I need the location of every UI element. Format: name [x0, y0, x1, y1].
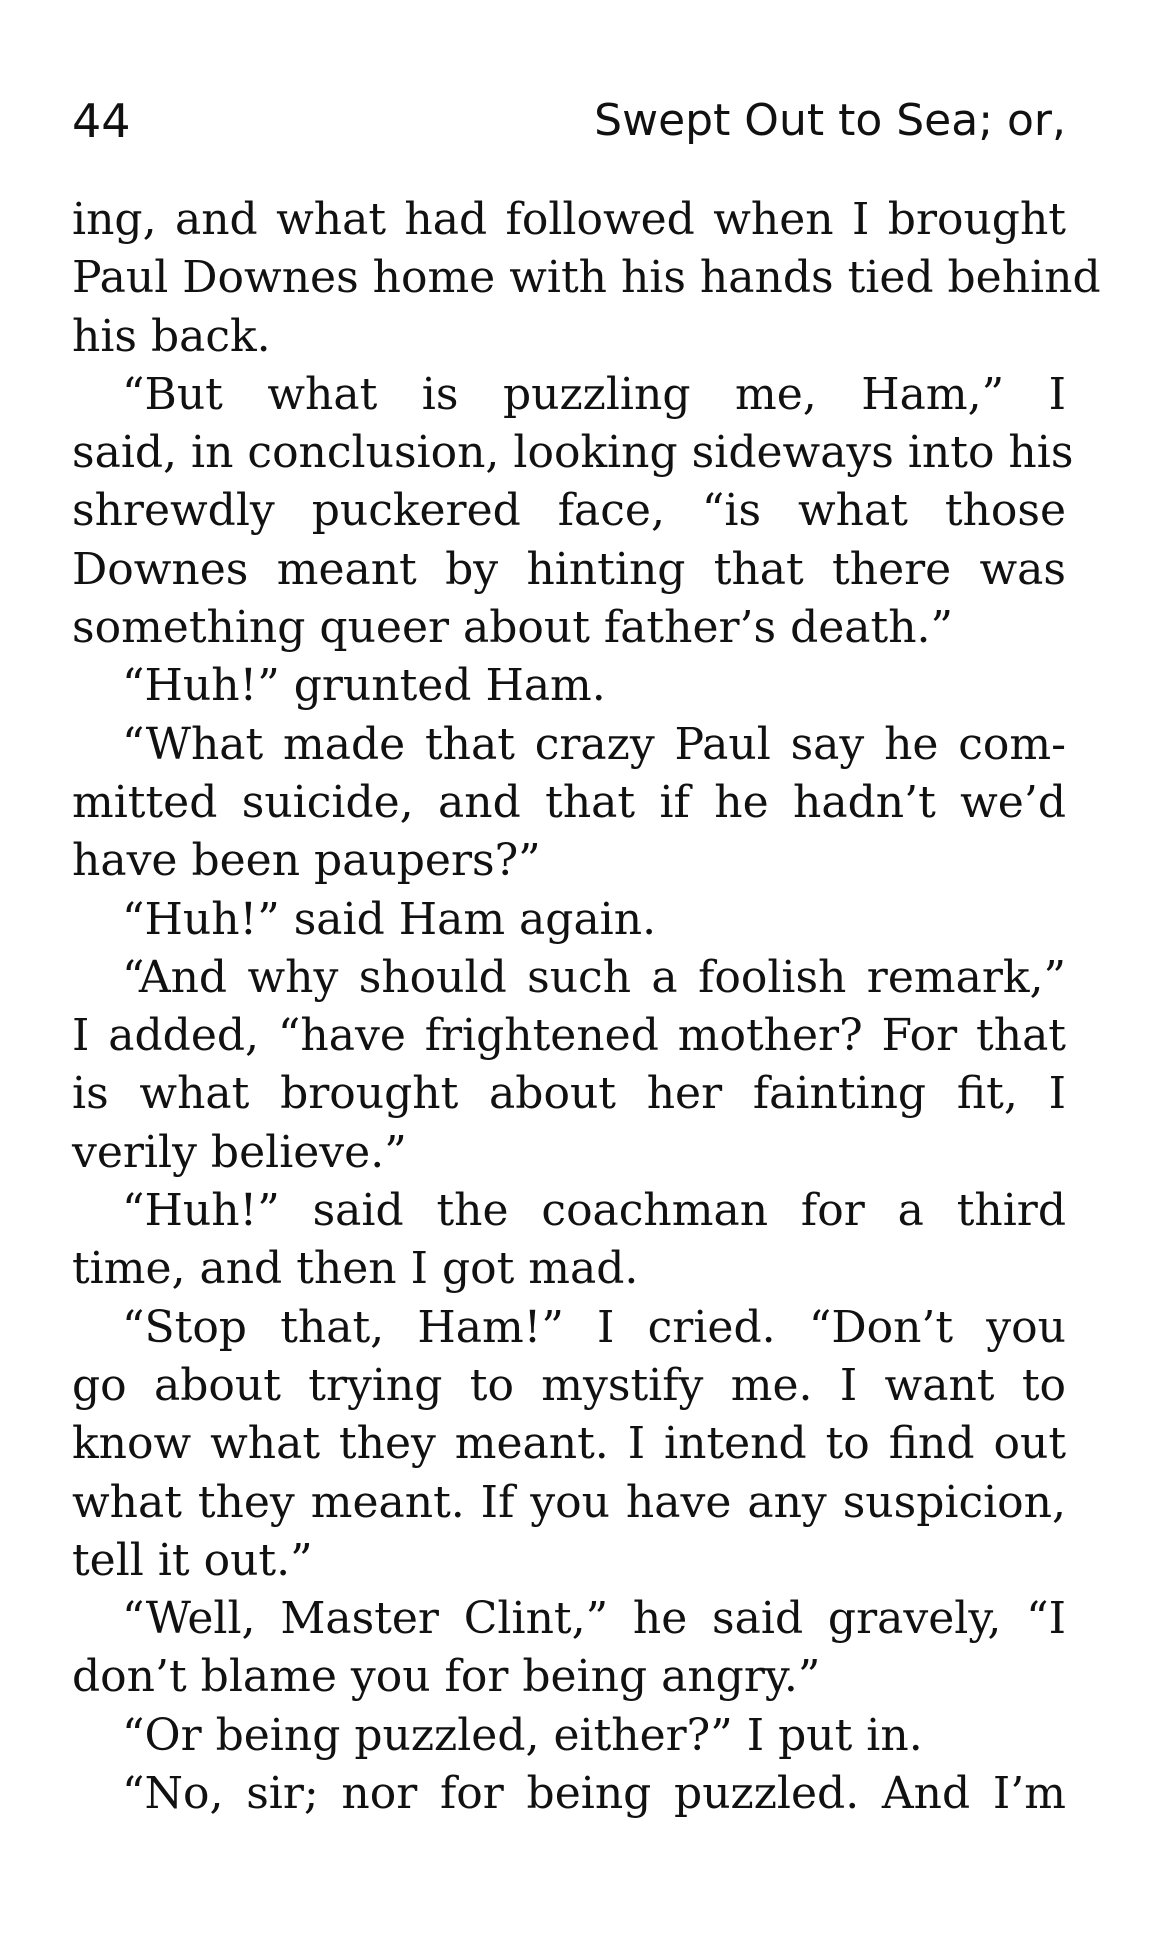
text-line: “Huh!” grunted Ham.	[122, 660, 606, 712]
text-line: Paul Downes home with his hands tied behind	[72, 252, 1101, 304]
text-line: “But what is puzzling me, Ham,” I	[122, 368, 1066, 420]
text-line: shrewdly puckered face, “is what those	[72, 485, 1066, 537]
text-line: his back.	[72, 310, 271, 362]
text-line: “Well, Master Clint,” he said gravely, “I	[122, 1593, 1066, 1645]
page-header	[72, 86, 1066, 156]
text-line: ing, and what had followed when I brought	[72, 194, 1066, 245]
text-line: “Huh!” said the coachman for a third	[122, 1185, 1066, 1237]
text-line: what they meant. If you have any suspicion,	[72, 1476, 1066, 1528]
text-line: “What made that crazy Paul say he com-	[122, 718, 1066, 770]
text-line: have been paupers?”	[72, 835, 541, 887]
text-line: “And why should such a foolish remark,”	[122, 951, 1066, 1003]
text-line: I added, “have frightened mother? For that	[72, 1010, 1066, 1062]
text-line: “Huh!” said Ham again.	[122, 893, 657, 945]
text-line: mitted suicide, and that if he hadn’t we’d	[72, 776, 1066, 828]
text-line: Downes meant by hinting that there was	[72, 543, 1066, 595]
text-line: “Or being puzzled, either?” I put in.	[122, 1709, 923, 1761]
text-line: “Stop that, Ham!” I cried. “Don’t you	[122, 1301, 1066, 1353]
text-line: tell it out.”	[72, 1534, 313, 1586]
text-line: time, and then I got mad.	[72, 1243, 639, 1295]
text-line: go about trying to mystify me. I want to	[72, 1359, 1066, 1411]
body-text	[72, 191, 1101, 1823]
text-line: don’t blame you for being angry.”	[72, 1651, 821, 1703]
page-number: 44	[72, 94, 131, 148]
text-line: something queer about father’s death.”	[72, 602, 954, 654]
running-head: Swept Out to Sea; or,	[594, 95, 1066, 146]
text-line: know what they meant. I intend to find out	[72, 1418, 1066, 1470]
text-line: “No, sir; nor for being puzzled. And I’m	[122, 1768, 1066, 1820]
text-line: said, in conclusion, looking sideways into his	[72, 427, 1074, 479]
text-line: verily believe.”	[72, 1126, 407, 1178]
text-line: is what brought about her fainting fit, I	[72, 1068, 1066, 1120]
